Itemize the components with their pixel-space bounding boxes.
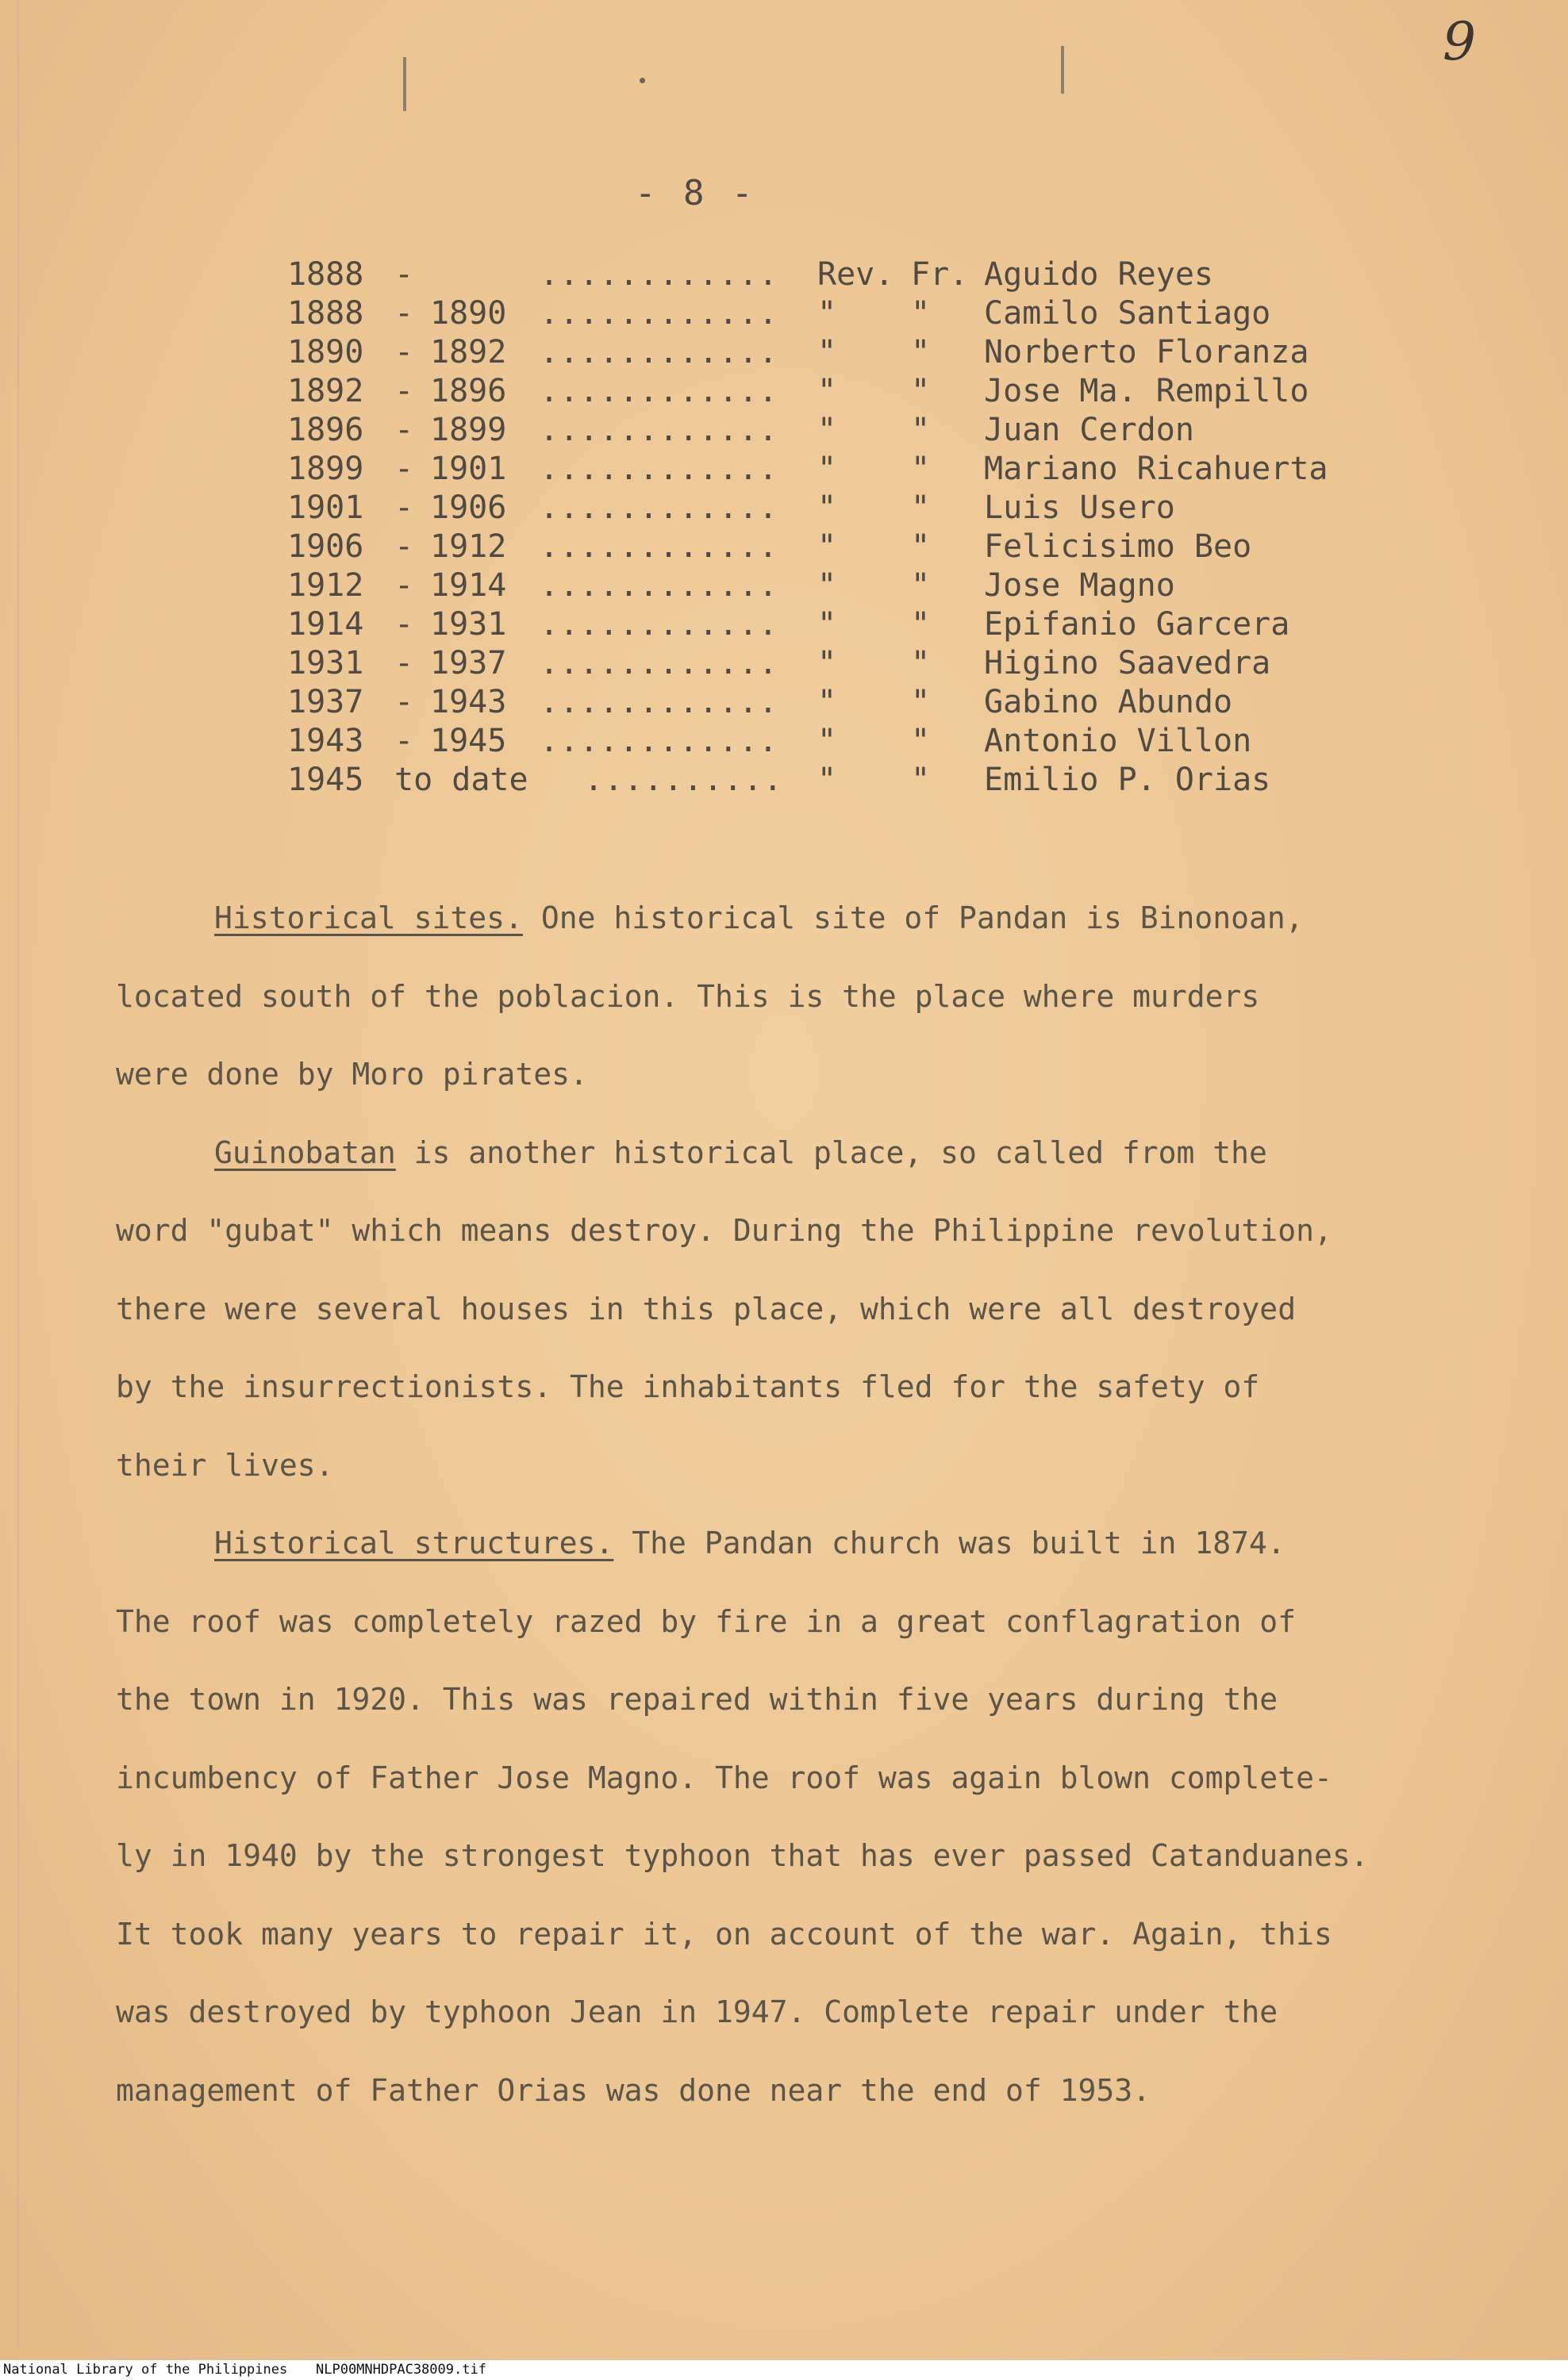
text-line: management of Father Orias was done near the end of 1953.	[116, 2072, 1151, 2108]
incumbent-dots: ............	[540, 684, 778, 720]
incumbent-sep: -	[394, 334, 414, 370]
incumbent-sep: -	[394, 295, 414, 332]
incumbent-sep: -	[394, 684, 414, 720]
incumbent-t2: "	[911, 528, 931, 565]
incumbent-name: Higino Saavedra	[984, 645, 1271, 681]
section-heading-structures: Historical structures.	[214, 1526, 614, 1560]
incumbent-row	[0, 294, 1568, 333]
text-line: there were several houses in this place, which were all destroyed	[116, 1291, 1297, 1326]
incumbent-sep: -	[394, 451, 414, 487]
incumbent-t2: "	[911, 489, 931, 526]
incumbent-end: 1912	[430, 528, 507, 565]
incumbent-name: Felicisimo Beo	[984, 528, 1252, 565]
document-body	[116, 879, 1481, 2129]
incumbent-t1: "	[817, 295, 837, 332]
text-line: One historical site of Pandan is Binonoan,	[522, 900, 1304, 935]
incumbent-sep: -	[394, 567, 414, 604]
incumbent-end: 1943	[430, 684, 507, 720]
incumbent-name: Juan Cerdon	[984, 412, 1194, 448]
incumbent-end: 1914	[430, 567, 507, 604]
incumbent-dots: ............	[540, 528, 778, 565]
incumbent-name: Norberto Floranza	[984, 334, 1309, 370]
incumbent-sep: -	[394, 412, 414, 448]
incumbent-t2: Fr.	[911, 256, 969, 293]
incumbent-t2: "	[911, 723, 931, 759]
incumbent-t2: "	[911, 295, 931, 332]
incumbent-sep: -	[394, 489, 414, 526]
parish-priests-list	[0, 255, 1568, 800]
incumbent-name: Emilio P. Orias	[984, 762, 1271, 798]
incumbent-dots: ..........	[584, 762, 783, 798]
incumbent-name: Mariano Ricahuerta	[984, 451, 1328, 487]
text-line: The Pandan church was built in 1874.	[613, 1526, 1286, 1560]
incumbent-start: 1899	[287, 451, 364, 487]
incumbent-end: 1901	[430, 451, 507, 487]
incumbent-name: Jose Ma. Rempillo	[984, 373, 1309, 409]
incumbent-t1: "	[817, 334, 837, 370]
incumbent-start: 1888	[287, 256, 364, 293]
incumbent-name: Aguido Reyes	[984, 256, 1213, 293]
incumbent-row	[0, 333, 1568, 372]
incumbent-dots: ............	[540, 645, 778, 681]
incumbent-start: 1906	[287, 528, 364, 565]
incumbent-name: Epifanio Garcera	[984, 606, 1290, 643]
incumbent-t1: "	[817, 762, 837, 798]
incumbent-end: 1899	[430, 412, 507, 448]
incumbent-dots: ............	[540, 489, 778, 526]
incumbent-t1: Rev.	[817, 256, 894, 293]
incumbent-start: 1943	[287, 723, 364, 759]
incumbent-t1: "	[817, 567, 837, 604]
incumbent-dots: ............	[540, 334, 778, 370]
incumbent-start: 1937	[287, 684, 364, 720]
incumbent-t1: "	[817, 723, 837, 759]
incumbent-t2: "	[911, 567, 931, 604]
incumbent-row	[0, 450, 1568, 489]
section-heading-sites: Historical sites.	[214, 900, 523, 935]
incumbent-sep: to date	[394, 762, 528, 798]
paragraph-guinobatan	[116, 1114, 1481, 1505]
incumbent-start: 1896	[287, 412, 364, 448]
incumbent-t2: "	[911, 645, 931, 681]
incumbent-row	[0, 489, 1568, 528]
incumbent-start: 1931	[287, 645, 364, 681]
incumbent-end: 1896	[430, 373, 507, 409]
incumbent-sep: -	[394, 606, 414, 643]
corner-page-number: 9	[1443, 11, 1476, 72]
incumbent-sep: -	[394, 373, 414, 409]
incumbent-t1: "	[817, 412, 837, 448]
text-line: was destroyed by typhoon Jean in 1947. Complete repair under the	[116, 1994, 1278, 2029]
incumbent-t2: "	[911, 684, 931, 720]
text-line: is another historical place, so called from the	[395, 1134, 1267, 1170]
incumbent-sep: -	[394, 256, 414, 293]
incumbent-name: Jose Magno	[984, 567, 1175, 604]
incumbent-t1: "	[817, 373, 837, 409]
incumbent-end: 1890	[430, 295, 507, 332]
text-line: It took many years to repair it, on account of the war. Again, this	[116, 1916, 1332, 1952]
text-line: were done by Moro pirates.	[116, 1057, 588, 1092]
incumbent-start: 1912	[287, 567, 364, 604]
incumbent-t2: "	[911, 606, 931, 643]
incumbent-row	[0, 644, 1568, 683]
punch-mark-left	[403, 57, 406, 111]
incumbent-t2: "	[911, 412, 931, 448]
incumbent-start: 1890	[287, 334, 364, 370]
incumbent-t2: "	[911, 334, 931, 370]
incumbent-sep: -	[394, 645, 414, 681]
text-line: ly in 1940 by the strongest typhoon that has ever passed Catanduanes.	[116, 1838, 1369, 1873]
incumbent-name: Gabino Abundo	[984, 684, 1233, 720]
incumbent-t1: "	[817, 645, 837, 681]
incumbent-end: 1937	[430, 645, 507, 681]
incumbent-t1: "	[817, 489, 837, 526]
text-line: located south of the poblacion. This is the place where murders	[116, 978, 1260, 1014]
scan-footer	[0, 2360, 1568, 2380]
incumbent-sep: -	[394, 723, 414, 759]
footer-library: National Library of the Philippines	[3, 2362, 288, 2378]
incumbent-dots: ............	[540, 567, 778, 604]
incumbent-row	[0, 683, 1568, 722]
incumbent-dots: ............	[540, 412, 778, 448]
incumbent-name: Luis Usero	[984, 489, 1175, 526]
incumbent-end: 1931	[430, 606, 507, 643]
incumbent-end: 1892	[430, 334, 507, 370]
incumbent-t1: "	[817, 528, 837, 565]
paragraph-historical-structures	[116, 1504, 1481, 2129]
incumbent-row	[0, 722, 1568, 761]
incumbent-dots: ............	[540, 606, 778, 643]
incumbent-dots: ............	[540, 373, 778, 409]
text-line: The roof was completely razed by fire in a great conflagration of	[116, 1603, 1297, 1639]
incumbent-row	[0, 255, 1568, 294]
incumbent-dots: ............	[540, 451, 778, 487]
text-line: by the insurrectionists. The inhabitants fled for the safety of	[116, 1369, 1260, 1404]
incumbent-dots: ............	[540, 295, 778, 332]
incumbent-dots: ............	[540, 723, 778, 759]
section-heading-guinobatan: Guinobatan	[214, 1134, 396, 1170]
incumbent-dots: ............	[540, 256, 778, 293]
incumbent-start: 1892	[287, 373, 364, 409]
text-line: their lives.	[116, 1447, 334, 1483]
incumbent-row	[0, 528, 1568, 566]
incumbent-start: 1888	[287, 295, 364, 332]
incumbent-row	[0, 761, 1568, 800]
paragraph-historical-sites	[116, 879, 1481, 1114]
page-number: - 8 -	[635, 173, 756, 213]
incumbent-t2: "	[911, 373, 931, 409]
text-line: the town in 1920. This was repaired within five years during the	[116, 1682, 1278, 1717]
incumbent-name: Antonio Villon	[984, 723, 1252, 759]
incumbent-t1: "	[817, 606, 837, 643]
incumbent-sep: -	[394, 528, 414, 565]
incumbent-row	[0, 566, 1568, 605]
incumbent-t2: "	[911, 451, 931, 487]
punch-mark-center	[640, 78, 645, 83]
punch-mark-right	[1061, 46, 1064, 94]
incumbent-t1: "	[817, 451, 837, 487]
incumbent-t2: "	[911, 762, 931, 798]
incumbent-start: 1945	[287, 762, 364, 798]
incumbent-end: 1906	[430, 489, 507, 526]
footer-filename: NLP00MNHDPAC38009.tif	[316, 2362, 486, 2378]
incumbent-end: 1945	[430, 723, 507, 759]
incumbent-row	[0, 605, 1568, 644]
incumbent-start: 1914	[287, 606, 364, 643]
incumbent-name: Camilo Santiago	[984, 295, 1271, 332]
incumbent-start: 1901	[287, 489, 364, 526]
incumbent-t1: "	[817, 684, 837, 720]
text-line: word "gubat" which means destroy. During the Philippine revolution,	[116, 1213, 1332, 1248]
text-line: incumbency of Father Jose Magno. The roof was again blown complete-	[116, 1760, 1332, 1795]
incumbent-row	[0, 372, 1568, 411]
incumbent-row	[0, 411, 1568, 450]
